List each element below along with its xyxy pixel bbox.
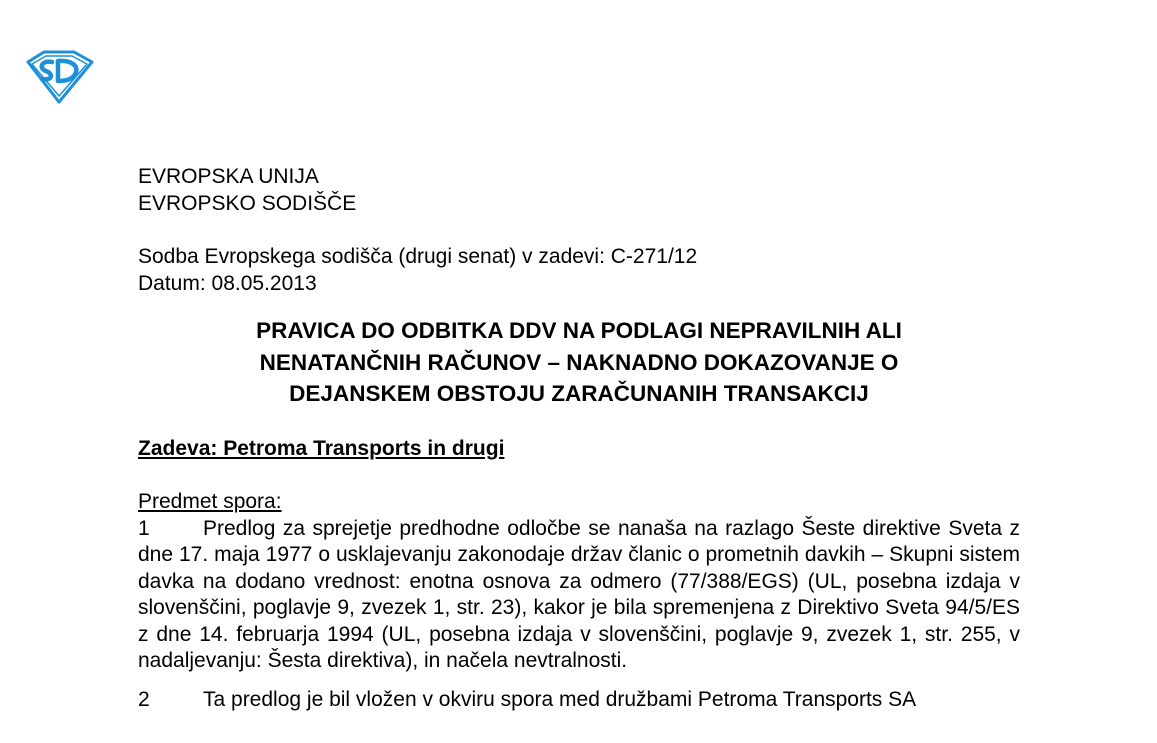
title-line-3: DEJANSKEM OBSTOJU ZARAČUNANIH TRANSAKCIJ (289, 381, 869, 406)
paragraph-number: 2 (138, 687, 150, 711)
header-line-2: EVROPSKO SODIŠČE (138, 191, 357, 215)
header-line-1: EVROPSKA UNIJA (138, 165, 319, 188)
judgment-line: Sodba Evropskega sodišča (drugi senat) v zadevi: C-271/12 (138, 245, 698, 268)
title-line-1: PRAVICA DO ODBITKA DDV NA PODLAGI NEPRAVILNIH ALI (256, 318, 902, 343)
title-line-2: NENATANČNIH RAČUNOV – NAKNADNO DOKAZOVANJE O (259, 349, 899, 375)
case-heading: Zadeva: Petroma Transports in drugi (138, 436, 505, 460)
document-title (138, 315, 1020, 410)
paragraph-number: 1 (138, 516, 150, 540)
paragraph-2 (138, 687, 1020, 714)
subject-heading: Predmet spora: (138, 490, 282, 513)
paragraph-text: Ta predlog je bil vložen v okviru spora med družbami Petroma Transports SA (203, 687, 917, 711)
document-body (138, 164, 1020, 713)
date-line: Datum: 08.05.2013 (138, 271, 317, 295)
sd-shield-logo (22, 48, 96, 104)
paragraph-text: Predlog za sprejetje predhodne odločbe se nanaša na razlago Šeste direktive Sveta z dne 17. maja 1977 o usklajevanju zakonodaje držav članic o prometnih davkih – Skupni sistem davka na dodano vrednost: enotna osnova za odmero (77/388/EGS) (UL, posebna izdaja v slovenščini, poglavje 9, zvezek 1, str. 23), kakor je bila spremenjena z Direktivo Sveta 94/5/ES z dne 14. februarja 1994 (UL, posebna izdaja v slovenščini, poglavje 9, zvezek 1, str. 255, v nadaljevanju: Šesta direktiva), in načela nevtralnosti. (138, 516, 1020, 672)
paragraph-1 (138, 516, 1020, 675)
